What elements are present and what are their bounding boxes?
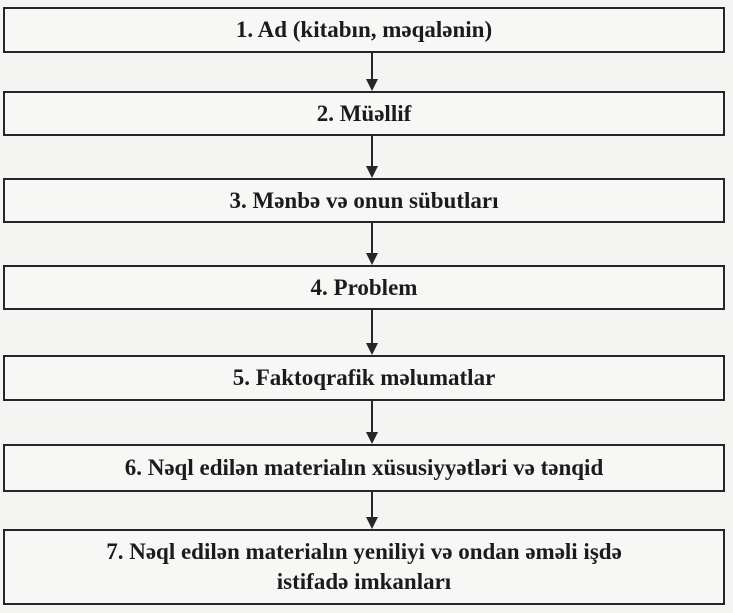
step-6-label: 6. Nəql edilən materialın xüsusiyyətləri və tənqid xyxy=(124,455,604,481)
step-7-label-line-1: 7. Nəql edilən materialın yeniliyi və ondan əməli işdə xyxy=(106,539,622,565)
step-3-box xyxy=(3,178,725,223)
step-4-box xyxy=(3,265,725,310)
step-2-label: 2. Müəllif xyxy=(316,100,412,126)
down-arrow-icon xyxy=(366,136,378,178)
down-arrow-icon xyxy=(366,310,378,355)
arrow-4-to-5 xyxy=(366,310,378,355)
step-1-label: 1. Ad (kitabın, məqalənin) xyxy=(235,17,493,43)
step-5-label: 5. Faktoqrafik məlumatlar xyxy=(232,365,496,391)
step-7-box xyxy=(3,529,725,605)
arrow-2-to-3 xyxy=(366,136,378,178)
arrow-3-to-4 xyxy=(366,223,378,265)
step-4-label: 4. Problem xyxy=(310,274,418,300)
down-arrow-icon xyxy=(366,53,378,91)
step-6-box xyxy=(3,444,725,492)
arrow-5-to-6 xyxy=(366,401,378,444)
arrow-6-to-7 xyxy=(366,492,378,529)
step-1-box xyxy=(3,7,725,53)
down-arrow-icon xyxy=(366,223,378,265)
step-5-box xyxy=(3,355,725,401)
arrow-1-to-2 xyxy=(366,53,378,91)
down-arrow-icon xyxy=(366,492,378,529)
step-2-box xyxy=(3,91,725,136)
step-7-label-line-2: istifadə imkanları xyxy=(276,569,452,594)
down-arrow-icon xyxy=(366,401,378,444)
step-3-label: 3. Mənbə və onun sübutları xyxy=(229,187,499,213)
